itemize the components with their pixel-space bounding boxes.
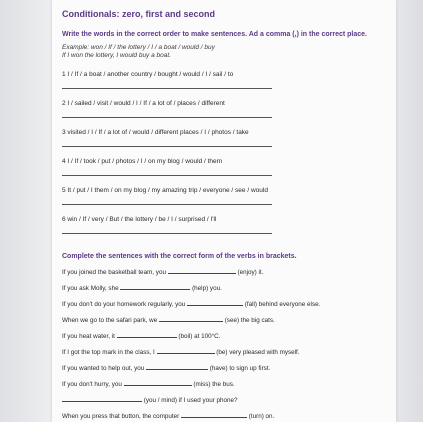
fill-after: (enjoy) it. bbox=[235, 269, 264, 276]
fill-item-2 bbox=[62, 284, 388, 293]
example-prompt: Example: won / If / the lottery / I / a boat / would / buy bbox=[62, 44, 215, 51]
reorder-item-2: 2 I / sailed / visit / would / I / If / a lot of / places / different bbox=[62, 100, 225, 107]
fill-before: If you heat water, it bbox=[62, 333, 117, 340]
fill-before: If you don't do your homework regularly, you bbox=[62, 301, 187, 308]
fill-before: When you press that button, the computer bbox=[62, 413, 182, 420]
answer-line-5[interactable] bbox=[62, 204, 272, 205]
fill-blank[interactable] bbox=[181, 412, 247, 418]
fill-before: If I got the top mark in the class, I bbox=[62, 349, 157, 356]
fill-item-8 bbox=[62, 380, 388, 389]
worksheet-page bbox=[52, 0, 396, 422]
fill-item-4 bbox=[62, 316, 388, 325]
fill-blank[interactable] bbox=[124, 380, 192, 386]
fill-blank[interactable] bbox=[157, 348, 215, 354]
fill-blank[interactable] bbox=[168, 268, 236, 274]
fill-item-5 bbox=[62, 332, 388, 341]
part2-section bbox=[62, 252, 388, 421]
worksheet-content bbox=[62, 8, 388, 421]
background-left bbox=[0, 0, 52, 422]
fill-before: If you joined the basketball team, you bbox=[62, 269, 168, 276]
reorder-item-3: 3 visited / I / If / a lot of / would / different places / I / photos / take bbox=[62, 129, 249, 136]
answer-line-6[interactable] bbox=[62, 233, 272, 234]
answer-line-4[interactable] bbox=[62, 175, 272, 176]
fill-blank[interactable] bbox=[62, 396, 142, 402]
fill-after: (turn) on. bbox=[247, 413, 275, 420]
example-answer: If I won the lottery, I would buy a boat. bbox=[62, 52, 171, 59]
fill-blank[interactable] bbox=[187, 300, 243, 306]
reorder-item-1: 1 I / If / a boat / another country / bought / would / I / sail / to bbox=[62, 71, 234, 78]
part1-instruction: Write the words in the correct order to make sentences. Ad a comma (,) in the correct place. bbox=[62, 31, 367, 38]
part2-instruction: Complete the sentences with the correct form of the verbs in brackets. bbox=[62, 253, 297, 260]
fill-blank[interactable] bbox=[146, 364, 208, 370]
fill-before: If you don't hurry, you bbox=[62, 381, 124, 388]
example-block bbox=[62, 44, 388, 60]
fill-after: (boil) at 100°C. bbox=[176, 333, 221, 340]
fill-blank[interactable] bbox=[117, 332, 177, 338]
fill-item-1 bbox=[62, 268, 388, 277]
fill-item-6 bbox=[62, 348, 388, 357]
fill-after: (fall) behind everyone else. bbox=[243, 301, 321, 308]
fill-item-9 bbox=[62, 396, 388, 405]
reorder-item-4: 4 I / If / took / put / photos / I / on my blog / would / them bbox=[62, 158, 223, 165]
fill-after: (have) to sign up first. bbox=[208, 365, 271, 372]
answer-line-3[interactable] bbox=[62, 146, 272, 147]
fill-after: (you / mind) if I used your phone? bbox=[142, 397, 238, 404]
fill-before: When we go to the safari park, we bbox=[62, 317, 159, 324]
answer-line-2[interactable] bbox=[62, 117, 272, 118]
fill-blank[interactable] bbox=[120, 284, 190, 290]
fill-after: (miss) the bus. bbox=[191, 381, 235, 388]
fill-item-7 bbox=[62, 364, 388, 373]
reorder-item-6: 6 win / If / very / But / the lottery / be / I / surprised / I'll bbox=[62, 216, 217, 223]
fill-item-10 bbox=[62, 412, 388, 421]
reorder-item-5: 5 It / put / I them / on my blog / my amazing trip / everyone / see / would bbox=[62, 187, 268, 194]
answer-line-1[interactable] bbox=[62, 88, 272, 89]
fill-after: (be) very pleased with myself. bbox=[214, 349, 300, 356]
reorder-list bbox=[62, 71, 388, 234]
fill-after: (help) you. bbox=[190, 285, 222, 292]
fill-after: (see) the big cats. bbox=[222, 317, 275, 324]
fill-before: If you ask Molly, she bbox=[62, 285, 121, 292]
background-right bbox=[396, 0, 423, 422]
fill-item-3 bbox=[62, 300, 388, 309]
fill-blank[interactable] bbox=[159, 316, 223, 322]
fill-before: If you wanted to help out, you bbox=[62, 365, 147, 372]
worksheet-title: Conditionals: zero, first and second bbox=[62, 9, 216, 19]
